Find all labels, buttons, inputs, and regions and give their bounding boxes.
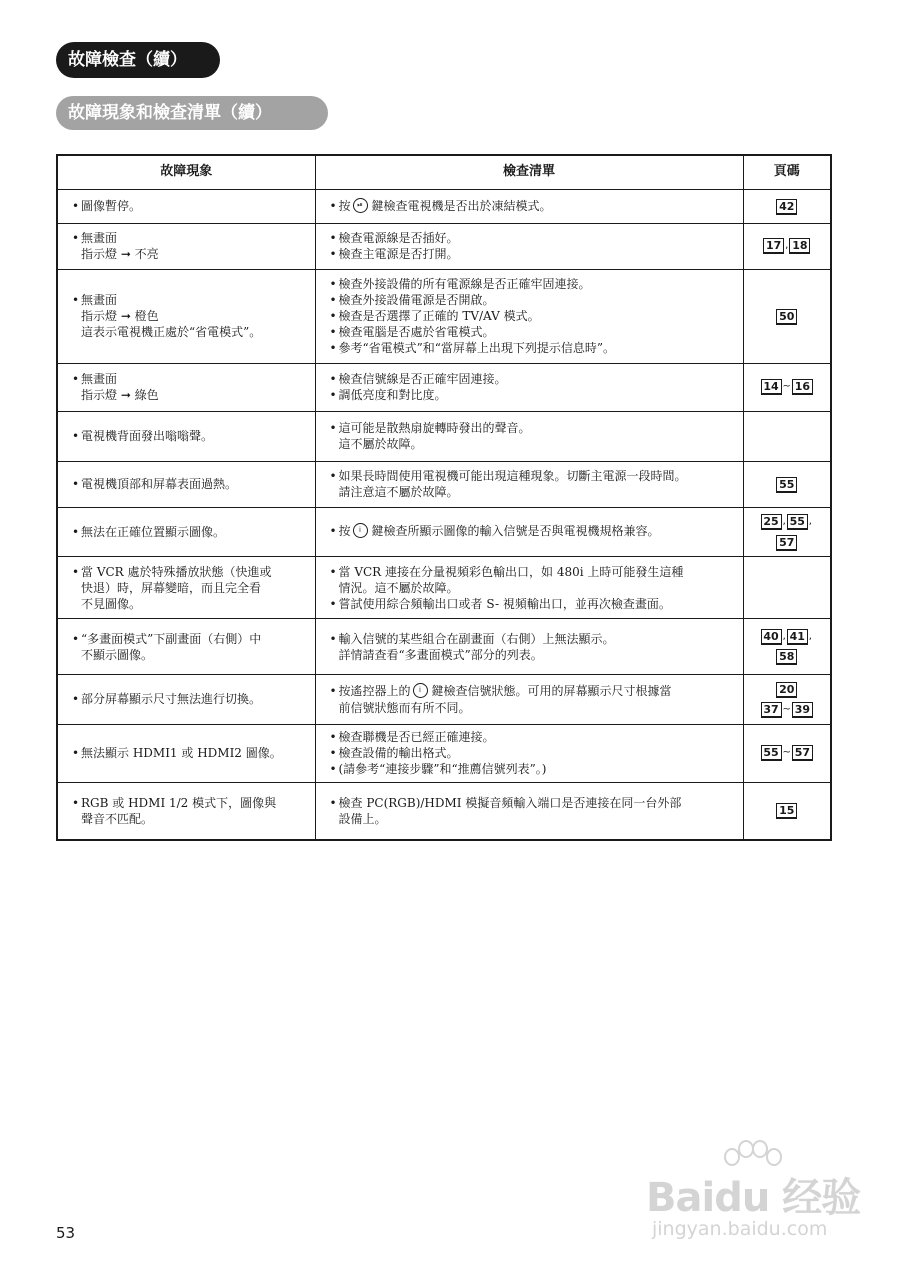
bullet-icon: • xyxy=(72,795,80,810)
checklist-text: 鍵檢查電視機是否出於凍結模式。 xyxy=(371,198,552,213)
symptom-line xyxy=(72,580,307,596)
symptom-cell xyxy=(57,223,315,269)
page-ref-separator: ~ xyxy=(782,703,791,715)
table-row xyxy=(57,189,831,223)
symptom-text: 指示燈 ➞ 不亮 xyxy=(81,247,159,261)
pages-cell xyxy=(743,675,831,725)
bullet-icon: • xyxy=(329,231,337,245)
pages-cell xyxy=(743,269,831,363)
checklist-text: 前信號狀態而有所不同。 xyxy=(338,700,471,715)
page-ref-icon: 41 xyxy=(787,629,808,645)
checklist-line xyxy=(330,340,735,356)
symptom-line xyxy=(72,292,307,308)
checklist-text: 檢查 PC(RGB)/HDMI 模擬音頻輸入端口是否連接在同一台外部 xyxy=(338,795,682,810)
page-ref-icon: 55 xyxy=(776,477,797,493)
checklist-text: 檢查電源線是否插好。 xyxy=(338,231,459,245)
checklist-text: 設備上。 xyxy=(338,811,387,826)
symptom-text: 指示燈 ➞ 綠色 xyxy=(81,388,159,402)
checklist-line xyxy=(330,564,735,580)
checklist-text: (請參考“連接步驟”和“推薦信號列表”。) xyxy=(338,762,547,776)
symptom-cell xyxy=(57,782,315,840)
symptom-text: 部分屏幕顯示尺寸無法進行切換。 xyxy=(81,692,262,707)
checklist-text: 鍵檢查所顯示圖像的輸入信號是否與電視機規格兼容。 xyxy=(371,524,660,539)
checklist-text: 按遙控器上的 xyxy=(338,683,411,698)
bullet-icon: • xyxy=(329,277,337,291)
page-ref-icon: 57 xyxy=(776,535,797,551)
symptom-text: 快退）時，屏幕變暗，而且完全看 xyxy=(81,580,262,595)
watermark-url: jingyan.baidu.com xyxy=(652,1218,828,1240)
checklist-line xyxy=(330,468,735,484)
symptom-line xyxy=(72,198,307,214)
bullet-icon: • xyxy=(329,325,337,339)
table-row xyxy=(57,363,831,411)
symptom-cell xyxy=(57,507,315,557)
page-number: 53 xyxy=(56,1224,76,1242)
bullet-icon: • xyxy=(329,309,337,323)
page-ref-line xyxy=(746,377,829,398)
symptom-line xyxy=(72,564,307,580)
checklist-line xyxy=(330,308,735,324)
checklist-text: 情況。這不屬於故障。 xyxy=(338,580,459,595)
page-ref-icon: 17 xyxy=(763,238,784,254)
symptom-cell xyxy=(57,363,315,411)
bullet-icon: • xyxy=(329,762,337,776)
checklist-line xyxy=(330,761,735,777)
page-ref-icon: 25 xyxy=(761,514,782,530)
checklist-cell xyxy=(315,269,743,363)
pages-cell xyxy=(743,223,831,269)
checklist-line xyxy=(330,246,735,262)
bullet-icon: • xyxy=(72,199,80,213)
symptom-cell xyxy=(57,619,315,675)
bullet-icon: • xyxy=(72,293,80,307)
pages-cell xyxy=(743,724,831,782)
symptom-text: “多畫面模式”下副畫面（右側）中 xyxy=(81,631,262,646)
page-ref-separator: ~ xyxy=(782,381,791,393)
bullet-icon: • xyxy=(72,564,80,579)
checklist-text: 檢查聯機是否已經正確連接。 xyxy=(338,730,495,744)
symptom-line xyxy=(72,745,307,761)
page-ref-icon: 40 xyxy=(761,629,782,645)
info-key-icon: i xyxy=(413,683,428,698)
page-ref-icon: 14 xyxy=(761,379,782,395)
checklist-text: 檢查是否選擇了正確的 TV/AV 模式。 xyxy=(338,309,540,323)
checklist-line xyxy=(330,387,735,403)
checklist-line xyxy=(330,683,735,700)
table-row xyxy=(57,223,831,269)
symptom-cell xyxy=(57,189,315,223)
bullet-icon: • xyxy=(329,341,337,355)
checklist-line xyxy=(330,523,735,540)
page-ref-line xyxy=(746,699,829,720)
checklist-cell xyxy=(315,363,743,411)
symptom-text: 不顯示圖像。 xyxy=(81,647,154,662)
bullet-icon: • xyxy=(72,429,80,443)
bullet-icon: • xyxy=(329,746,337,760)
checklist-text: 參考“省電模式”和“當屏幕上出現下列提示信息時”。 xyxy=(338,341,616,355)
checklist-text: 檢查信號線是否正確牢固連接。 xyxy=(338,372,507,386)
bullet-icon: • xyxy=(329,564,337,579)
checklist-text: 檢查外接設備電源是否開啟。 xyxy=(338,293,495,307)
bullet-icon: • xyxy=(329,795,337,810)
checklist-line xyxy=(330,631,735,647)
symptom-line xyxy=(72,691,307,707)
bullet-icon: • xyxy=(329,421,337,435)
checklist-text: 按 xyxy=(338,198,351,213)
checklist-line xyxy=(330,230,735,246)
page-ref-line xyxy=(746,196,829,216)
bullet-icon: • xyxy=(329,372,337,386)
checklist-line xyxy=(330,198,735,215)
watermark-brand: Baidu 经验 xyxy=(646,1175,861,1221)
checklist-line xyxy=(330,647,735,663)
info-key-icon: i xyxy=(353,523,368,538)
page-ref-icon: 39 xyxy=(792,702,813,718)
checklist-line xyxy=(330,596,735,612)
page-ref-icon: 42 xyxy=(776,199,797,215)
symptom-text: 無畫面 xyxy=(81,293,118,307)
page-ref-line xyxy=(746,474,829,494)
checklist-line xyxy=(330,484,735,500)
checklist-text: 檢查設備的輸出格式。 xyxy=(338,746,459,760)
page-ref-icon: 15 xyxy=(776,803,797,819)
page-ref-line xyxy=(746,532,829,552)
symptom-line xyxy=(72,230,307,246)
symptom-text: 聲音不匹配。 xyxy=(81,811,154,826)
checklist-text: 這不屬於故障。 xyxy=(338,437,423,451)
page-ref-line xyxy=(746,647,829,667)
pages-cell xyxy=(743,782,831,840)
pages-cell xyxy=(743,557,831,619)
page-ref-icon: 55 xyxy=(761,745,782,761)
bullet-icon: • xyxy=(72,524,80,539)
page-ref-icon: 55 xyxy=(787,514,808,530)
table-row xyxy=(57,557,831,619)
header-checklist: 檢查清單 xyxy=(315,155,743,189)
table-row xyxy=(57,269,831,363)
checklist-cell xyxy=(315,724,743,782)
symptom-line xyxy=(72,811,307,827)
table-row xyxy=(57,411,831,461)
checklist-cell xyxy=(315,507,743,557)
bullet-icon: • xyxy=(329,293,337,307)
table-row xyxy=(57,619,831,675)
page-ref-line xyxy=(746,236,829,257)
checklist-cell xyxy=(315,782,743,840)
section-title: 故障檢查（續） xyxy=(56,42,220,78)
checklist-cell xyxy=(315,189,743,223)
symptom-text: 不見圖像。 xyxy=(81,596,142,611)
symptom-text: 無法在正確位置顯示圖像。 xyxy=(81,524,226,539)
checklist-line xyxy=(330,420,735,436)
symptom-cell xyxy=(57,461,315,507)
table-header-row xyxy=(57,155,831,189)
checklist-cell xyxy=(315,619,743,675)
symptom-text: 無法顯示 HDMI1 或 HDMI2 圖像。 xyxy=(81,746,282,760)
table-row xyxy=(57,782,831,840)
pages-cell xyxy=(743,507,831,557)
checklist-cell xyxy=(315,675,743,725)
checklist-text: 檢查主電源是否打開。 xyxy=(338,247,459,261)
checklist-text: 嘗試使用綜合頻輸出口或者 S- 視頻輸出口，並再次檢查畫面。 xyxy=(338,596,671,611)
symptom-line xyxy=(72,246,307,262)
symptom-line xyxy=(72,596,307,612)
bullet-icon: • xyxy=(72,746,80,760)
checklist-text: 鍵檢查信號狀態。可用的屏幕顯示尺寸根據當 xyxy=(431,683,672,698)
checklist-line xyxy=(330,324,735,340)
checklist-cell xyxy=(315,411,743,461)
symptom-text: 電視機頂部和屏幕表面過熱。 xyxy=(81,477,238,491)
bullet-icon: • xyxy=(329,683,337,698)
symptom-text: 這表示電視機正處於“省電模式”。 xyxy=(81,325,262,339)
table-row xyxy=(57,507,831,557)
bullet-icon: • xyxy=(329,388,337,402)
table-row xyxy=(57,724,831,782)
bullet-icon: • xyxy=(72,692,80,707)
checklist-text: 調低亮度和對比度。 xyxy=(338,388,447,402)
bullet-icon: • xyxy=(329,730,337,744)
symptom-line xyxy=(72,647,307,663)
checklist-text: 按 xyxy=(338,524,351,539)
symptom-text: 圖像暫停。 xyxy=(81,199,142,213)
symptom-line xyxy=(72,524,307,540)
page-ref-line xyxy=(746,743,829,764)
checklist-text: 檢查外接設備的所有電源線是否正確牢固連接。 xyxy=(338,277,591,291)
checklist-line xyxy=(330,745,735,761)
symptom-text: RGB 或 HDMI 1/2 模式下，圖像與 xyxy=(81,795,277,810)
checklist-line xyxy=(330,700,735,716)
symptom-line xyxy=(72,387,307,403)
page-ref-icon: 20 xyxy=(776,682,797,698)
checklist-line xyxy=(330,580,735,596)
freeze-key-icon: ⏯ xyxy=(353,198,368,213)
page-ref-separator: , xyxy=(782,630,786,642)
checklist-line xyxy=(330,276,735,292)
symptom-text: 當 VCR 處於特殊播放狀態（快進或 xyxy=(81,564,272,579)
checklist-cell xyxy=(315,461,743,507)
header-symptom: 故障現象 xyxy=(57,155,315,189)
symptom-text: 指示燈 ➞ 橙色 xyxy=(81,309,159,323)
table-row xyxy=(57,461,831,507)
symptom-text: 無畫面 xyxy=(81,372,118,386)
checklist-text: 當 VCR 連接在分量視頻彩色輸出口，如 480i 上時可能發生這種 xyxy=(338,564,684,579)
symptom-line xyxy=(72,371,307,387)
symptom-cell xyxy=(57,557,315,619)
page-ref-separator: , xyxy=(782,516,786,527)
bullet-icon: • xyxy=(329,631,337,646)
symptom-text: 無畫面 xyxy=(81,231,118,245)
checklist-cell xyxy=(315,223,743,269)
symptom-line xyxy=(72,631,307,647)
symptom-cell xyxy=(57,411,315,461)
page-ref-separator: , xyxy=(808,630,812,642)
page-ref-separator: ~ xyxy=(782,747,791,759)
checklist-text: 請注意這不屬於故障。 xyxy=(338,485,459,499)
header-pages: 頁碼 xyxy=(743,155,831,189)
symptom-cell xyxy=(57,269,315,363)
symptom-cell xyxy=(57,724,315,782)
page-ref-line xyxy=(746,512,829,533)
bullet-icon: • xyxy=(329,524,337,539)
page-ref-icon: 50 xyxy=(776,309,797,325)
page-ref-icon: 18 xyxy=(789,238,810,254)
troubleshooting-table xyxy=(56,154,832,841)
pages-cell xyxy=(743,461,831,507)
bullet-icon: • xyxy=(72,631,80,646)
symptom-cell xyxy=(57,675,315,725)
symptom-line xyxy=(72,324,307,340)
bullet-icon: • xyxy=(329,469,337,483)
bullet-icon: • xyxy=(72,231,80,245)
checklist-line xyxy=(330,371,735,387)
page-ref-line xyxy=(746,801,829,821)
symptom-line xyxy=(72,476,307,492)
subsection-title: 故障現象和檢查清單（續） xyxy=(56,96,328,130)
pages-cell xyxy=(743,619,831,675)
bullet-icon: • xyxy=(329,198,337,213)
symptom-text: 電視機背面發出嗡嗡聲。 xyxy=(81,429,214,443)
checklist-line xyxy=(330,811,735,827)
bullet-icon: • xyxy=(329,596,337,611)
checklist-cell xyxy=(315,557,743,619)
page-ref-separator: , xyxy=(808,516,812,527)
bullet-icon: • xyxy=(72,372,80,386)
checklist-text: 如果長時間使用電視機可能出現這種現象。切斷主電源一段時間。 xyxy=(338,469,687,483)
checklist-text: 這可能是散熱扇旋轉時發出的聲音。 xyxy=(338,421,531,435)
page-ref-icon: 37 xyxy=(761,702,782,718)
page-ref-icon: 58 xyxy=(776,649,797,665)
table-row xyxy=(57,675,831,725)
page-ref-line xyxy=(746,306,829,326)
checklist-text: 輸入信號的某些組合在副畫面（右側）上無法顯示。 xyxy=(338,631,615,646)
checklist-line xyxy=(330,292,735,308)
checklist-text: 詳情請查看“多畫面模式”部分的列表。 xyxy=(338,647,543,662)
watermark xyxy=(640,1140,860,1250)
page-ref-separator: , xyxy=(785,240,789,252)
checklist-line xyxy=(330,729,735,745)
page-ref-line xyxy=(746,626,829,647)
page-ref-icon: 16 xyxy=(792,379,813,395)
page-ref-line xyxy=(746,679,829,699)
pages-cell xyxy=(743,189,831,223)
symptom-line xyxy=(72,795,307,811)
checklist-line xyxy=(330,436,735,452)
page-ref-icon: 57 xyxy=(792,745,813,761)
pages-cell xyxy=(743,363,831,411)
checklist-line xyxy=(330,795,735,811)
bullet-icon: • xyxy=(329,247,337,261)
symptom-line xyxy=(72,308,307,324)
bullet-icon: • xyxy=(72,477,80,491)
checklist-text: 檢查電腦是否處於省電模式。 xyxy=(338,325,495,339)
pages-cell xyxy=(743,411,831,461)
symptom-line xyxy=(72,428,307,444)
